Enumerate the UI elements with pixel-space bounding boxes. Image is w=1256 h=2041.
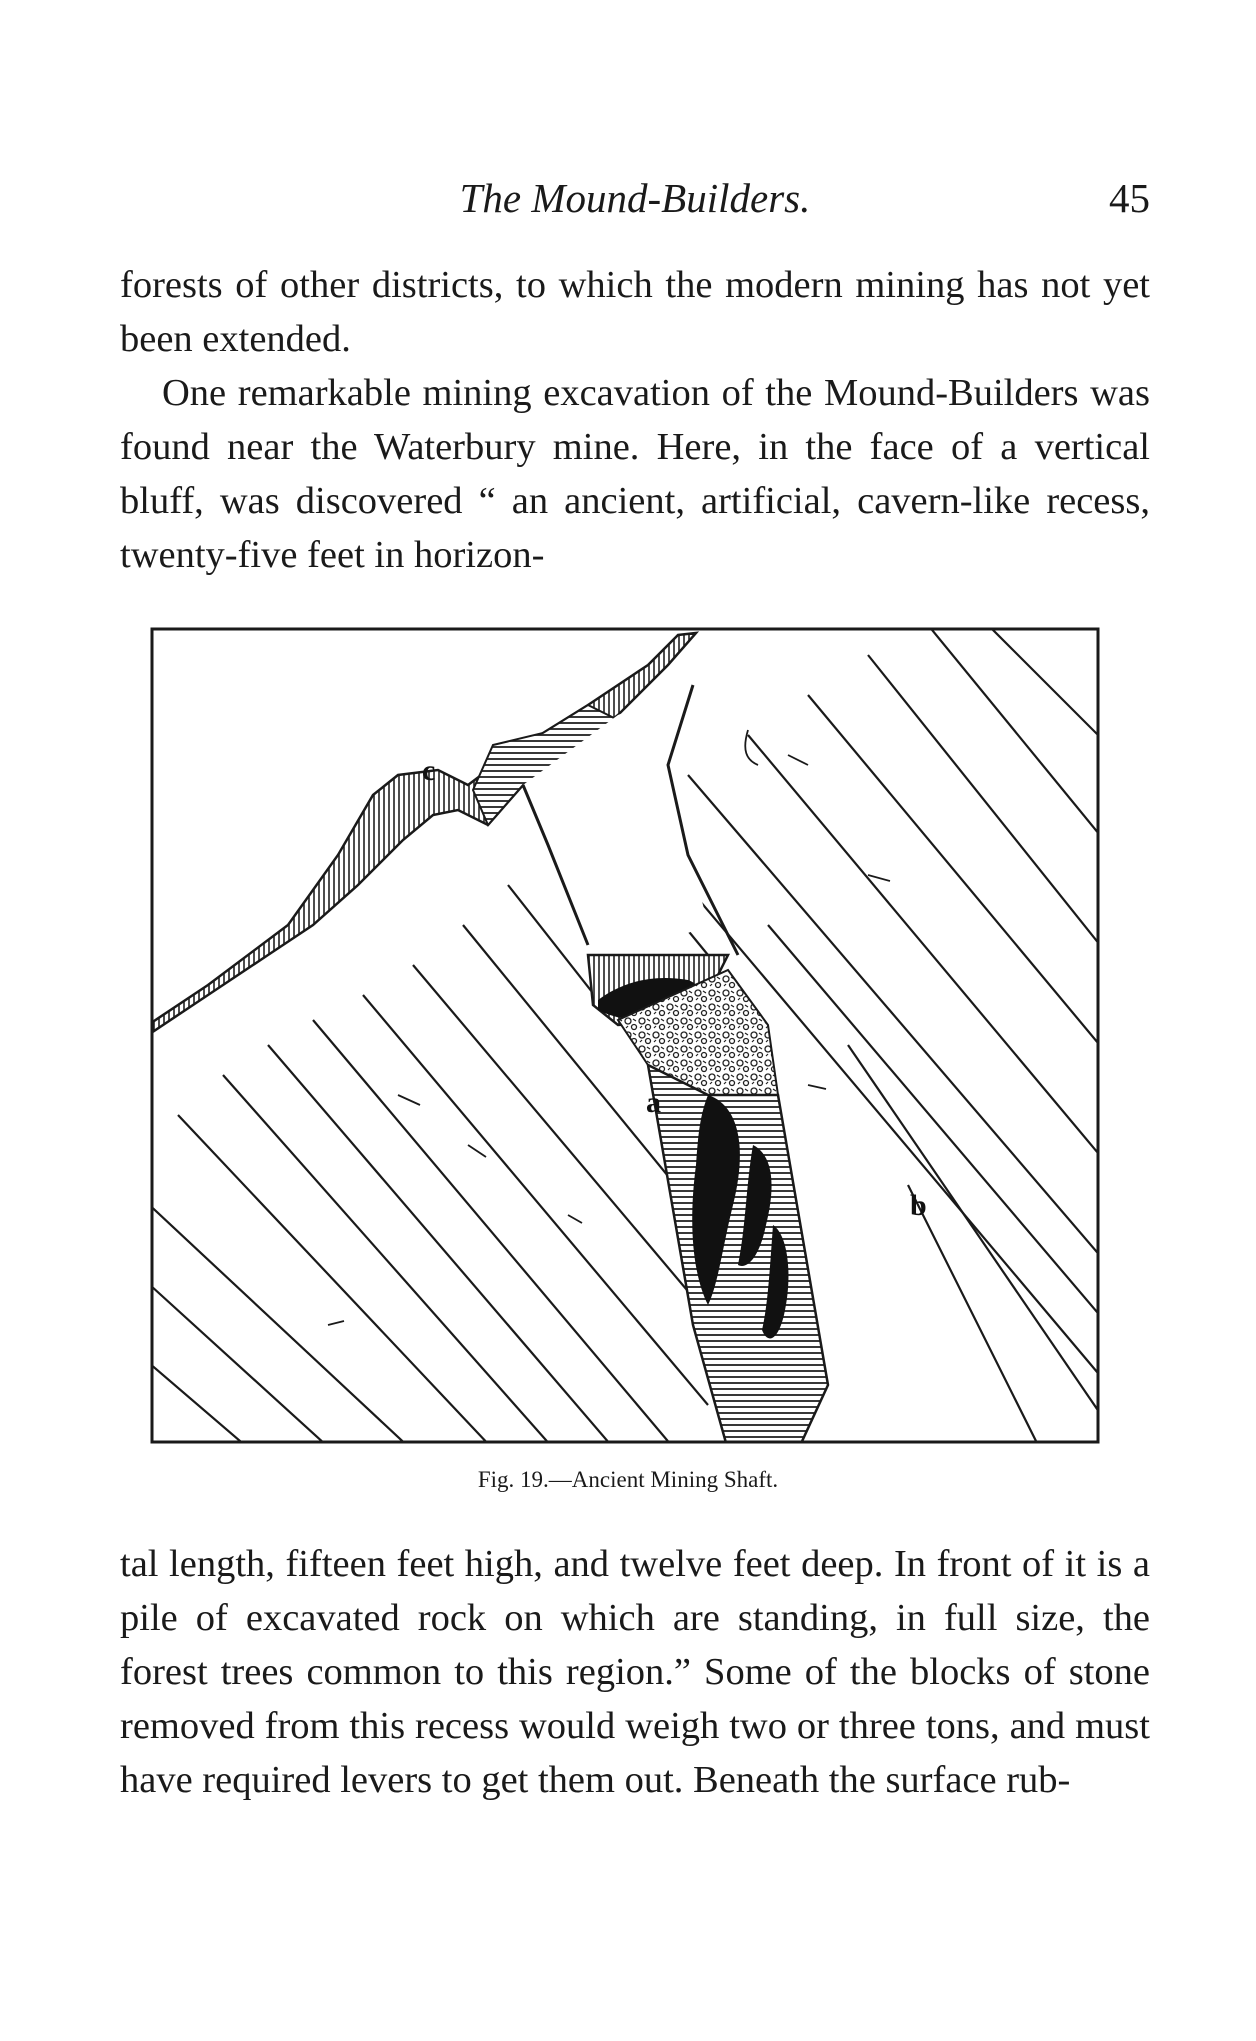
label-a: a xyxy=(646,1086,661,1119)
figure-caption: Fig. 19.—Ancient Mining Shaft. xyxy=(477,1467,779,1492)
page-number: 45 xyxy=(1109,175,1150,221)
figure-ancient-mining-shaft xyxy=(148,625,1104,1450)
label-c: c xyxy=(422,754,436,787)
mining-shaft-engraving xyxy=(148,625,1104,1450)
paragraph-cavern-description: tal length, fifteen feet high, and twelve feet deep. In front of it is a pile of excavated rock on which are standing, in full size, the forest trees common to this region.” Some of the blocks of stone removed from this recess would weigh two or three tons, and must have required levers to get them out. Beneath the surface rub- xyxy=(120,1543,1150,1801)
running-title: The Mound-Builders. xyxy=(459,175,811,221)
paragraph-continuation: forests of other districts, to which the modern mining has not yet been extended. xyxy=(120,264,1150,360)
paragraph-mining-excavation: One remarkable mining excavation of the Mound-Builders was found near the Waterbury mine. Here, in the face of a vertical bluff, was discovered “ an ancient, artificial, cavern-like recess, twenty-five feet in horizon- xyxy=(120,372,1150,576)
running-head xyxy=(120,168,1150,228)
label-b: b xyxy=(910,1189,927,1222)
mining-shaft xyxy=(648,1065,828,1450)
